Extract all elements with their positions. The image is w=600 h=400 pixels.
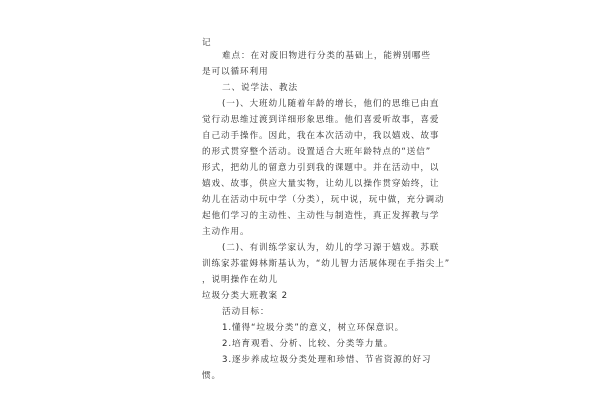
text-line: (二)、有训练学家认为，幼儿的学习源于嬉戏。苏联: [222, 243, 440, 253]
text-line: 训练家苏霍姆林斯基认为，“幼儿智力活展体现在手指尖上”: [202, 259, 451, 269]
text-line: 嬉戏、故事，供应大量实物，让幼儿以操作贯穿始终，让: [202, 179, 440, 189]
text-line: 形式，把幼儿的留意力引到我的课题中。并在活动中，以: [202, 163, 440, 173]
text-line: 难点：在对废旧物进行分类的基础上，能辨别哪些: [222, 51, 431, 61]
text-line: (一)、大班幼儿随着年龄的增长，他们的思维已由直: [222, 99, 440, 109]
list-item: 3.逐步养成垃圾分类处理和珍惜、节省资源的好习: [222, 355, 432, 365]
text-line: 惯。: [202, 371, 221, 381]
text-line: 幼儿在活动中玩中学（分类），玩中说，玩中做，充分调动: [202, 195, 445, 205]
list-item: 1.懂得“垃圾分类”的意义，树立环保意识。: [222, 323, 405, 333]
text-line: 主动作用。: [202, 227, 250, 237]
text-line: 是可以循环利用: [202, 67, 269, 77]
text-line: 起他们学习的主动性、主动性与制造性，真正发挥教与学: [202, 211, 440, 221]
document-title: 垃圾分类大班教案 2: [202, 291, 288, 301]
section-heading: 活动目标：: [222, 307, 270, 317]
text-line: 自己动手操作。因此，我在本次活动中，我以嬉戏、故事: [202, 131, 440, 141]
text-line: ，说明操作在幼儿: [202, 275, 278, 285]
text-line: 的形式贯穿整个活动。设置适合大班年龄特点的“送信”: [202, 147, 432, 157]
list-item: 2.培育观看、分析、比较、分类等力量。: [222, 339, 394, 349]
section-heading: 二、说学法、教法: [222, 83, 298, 93]
text-line: 觉行动思维过渡到详细形象思维。他们喜爱听故事，喜爱: [202, 115, 440, 125]
text-line: 记: [202, 38, 212, 48]
